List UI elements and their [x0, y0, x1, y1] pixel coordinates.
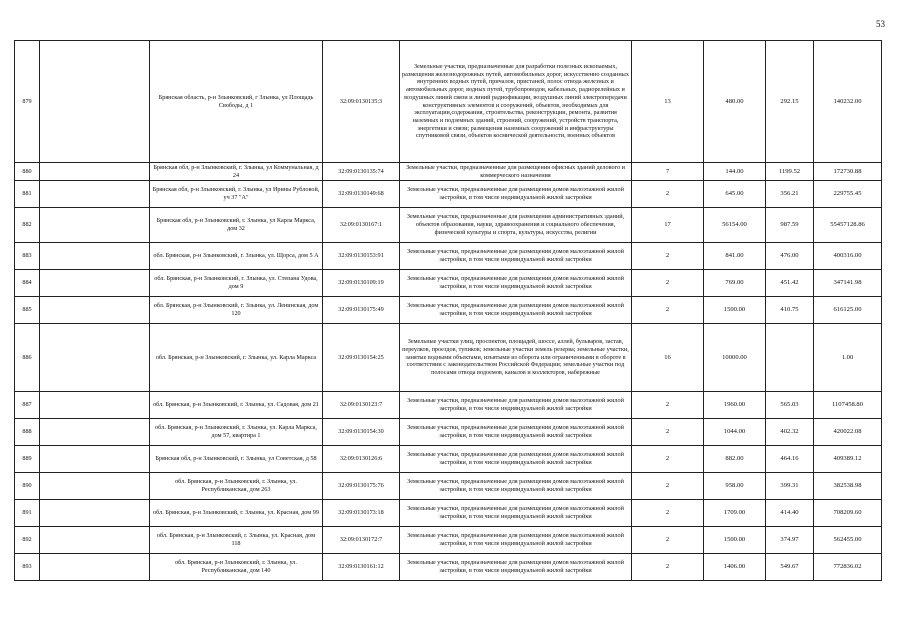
table-row	[15, 181, 882, 208]
land-registry-table	[14, 40, 882, 581]
area-cell: 841.00	[704, 243, 766, 270]
cadastral-value-cell: 708209.60	[814, 500, 882, 527]
specific-value-cell: 414.40	[766, 500, 814, 527]
use-code-cell: 2	[632, 297, 704, 324]
land-use-cell: Земельные участки, предназначенные для размещения административных зданий, объектов образования, науки, здравоохранения и социального обеспечения, физической культуры и спорта, культуры, искусства, религии	[400, 208, 632, 243]
cadastral-number-cell: 32:09:0130135:3	[323, 41, 400, 163]
specific-value-cell: 399.31	[766, 473, 814, 500]
land-use-cell: Земельные участки, предназначенные для размещения офисных зданий делового и коммерческого назначения	[400, 163, 632, 181]
land-use-cell: Земельные участки, предназначенные для размещения домов малоэтажной жилой застройки, в том числе индивидуальной жилой застройки	[400, 243, 632, 270]
row-number: 887	[15, 392, 40, 419]
address-cell: обл. Брянская, р-н Злынковский, г. Злынка, ул. Ленинская, дом 120	[150, 297, 323, 324]
land-use-cell: Земельные участки улиц, проспектов, площадей, шоссе, аллей, бульваров, застав, переулков, проездов, тупиков; земельные участки земель резерва; земельные участки, занятые водными объектами, изъятыми из оборота или ограниченными в обороте в соответствии с законодательством Российской Федерации; земельные участки под полосами отвода водоемов, каналов и коллекторов, набережные	[400, 324, 632, 392]
cadastral-number-cell: 32:09:0130153:91	[323, 243, 400, 270]
area-cell: 56154.00	[704, 208, 766, 243]
row-number: 879	[15, 41, 40, 163]
specific-value-cell: 476.00	[766, 243, 814, 270]
address-cell: обл. Брянская, р-н Злынковский, г. Злынка, ул. Садовая, дом 21	[150, 392, 323, 419]
blank-cell	[40, 554, 150, 581]
page-number: 53	[876, 19, 885, 29]
blank-cell	[40, 500, 150, 527]
row-number: 892	[15, 527, 40, 554]
address-cell: обл. Брянская, р-н Злынковский, г. Злынка, ул. Степана Удова, дом 9	[150, 270, 323, 297]
use-code-cell: 2	[632, 527, 704, 554]
area-cell: 882.00	[704, 446, 766, 473]
row-number: 891	[15, 500, 40, 527]
cadastral-number-cell: 32:09:0130123:7	[323, 392, 400, 419]
table-row	[15, 419, 882, 446]
area-cell: 144.00	[704, 163, 766, 181]
cadastral-number-cell: 32:09:0130161:12	[323, 554, 400, 581]
row-number: 885	[15, 297, 40, 324]
row-number: 886	[15, 324, 40, 392]
address-cell: Брянская обл, р-н Злынковский, г. Злынка, ул Ирины Рубловой, уч 37 "А"	[150, 181, 323, 208]
specific-value-cell: 549.67	[766, 554, 814, 581]
cadastral-number-cell: 32:09:0130173:18	[323, 500, 400, 527]
cadastral-value-cell: 382538.98	[814, 473, 882, 500]
specific-value-cell: 410.75	[766, 297, 814, 324]
area-cell: 1500.00	[704, 527, 766, 554]
blank-cell	[40, 324, 150, 392]
table-row	[15, 208, 882, 243]
cadastral-number-cell: 32:09:0130154:25	[323, 324, 400, 392]
use-code-cell: 7	[632, 163, 704, 181]
area-cell: 10000.00	[704, 324, 766, 392]
blank-cell	[40, 41, 150, 163]
row-number: 889	[15, 446, 40, 473]
use-code-cell: 16	[632, 324, 704, 392]
use-code-cell: 13	[632, 41, 704, 163]
cadastral-number-cell: 32:09:0130109:19	[323, 270, 400, 297]
cadastral-value-cell: 347141.98	[814, 270, 882, 297]
cadastral-value-cell: 1.00	[814, 324, 882, 392]
row-number: 880	[15, 163, 40, 181]
area-cell: 480.00	[704, 41, 766, 163]
table-row	[15, 243, 882, 270]
row-number: 888	[15, 419, 40, 446]
address-cell: обл. Брянская, р-н Злынковский, г. Злынка, ул. Карла Маркса, дом 57, квартира 1	[150, 419, 323, 446]
specific-value-cell	[766, 324, 814, 392]
blank-cell	[40, 419, 150, 446]
use-code-cell: 17	[632, 208, 704, 243]
land-use-cell: Земельные участки, предназначенные для размещения домов малоэтажной жилой застройки, в том числе индивидуальной жилой застройки	[400, 527, 632, 554]
row-number: 890	[15, 473, 40, 500]
blank-cell	[40, 243, 150, 270]
specific-value-cell: 374.97	[766, 527, 814, 554]
land-use-cell: Земельные участки, предназначенные для размещения домов малоэтажной жилой застройки, в том числе индивидуальной жилой застройки	[400, 500, 632, 527]
area-cell: 1406.00	[704, 554, 766, 581]
address-cell: Брянская обл, р-н Злынковский, г. Злынка, ул Карла Маркса, дом 32	[150, 208, 323, 243]
cadastral-value-cell: 562455.00	[814, 527, 882, 554]
area-cell: 1709.00	[704, 500, 766, 527]
specific-value-cell: 464.16	[766, 446, 814, 473]
area-cell: 1500.00	[704, 297, 766, 324]
blank-cell	[40, 297, 150, 324]
specific-value-cell: 987.59	[766, 208, 814, 243]
blank-cell	[40, 163, 150, 181]
specific-value-cell: 565.03	[766, 392, 814, 419]
land-use-cell: Земельные участки, предназначенные для размещения домов малоэтажной жилой застройки, в том числе индивидуальной жилой застройки	[400, 392, 632, 419]
cadastral-number-cell: 32:09:0130167:1	[323, 208, 400, 243]
table-row	[15, 163, 882, 181]
address-cell: обл. Брянская, р-н Злынковский, г. Злынка, ул. Республиканская, дом 263	[150, 473, 323, 500]
area-cell: 645.00	[704, 181, 766, 208]
row-number: 883	[15, 243, 40, 270]
cadastral-value-cell: 172730.88	[814, 163, 882, 181]
specific-value-cell: 402.32	[766, 419, 814, 446]
land-use-cell: Земельные участки, предназначенные для размещения домов малоэтажной жилой застройки, в том числе индивидуальной жилой застройки	[400, 270, 632, 297]
address-cell: обл. Брянская, р-н Злынковский, г. Злынка, ул. Республиканская, дом 140	[150, 554, 323, 581]
cadastral-value-cell: 409389.12	[814, 446, 882, 473]
use-code-cell: 2	[632, 500, 704, 527]
cadastral-number-cell: 32:09:0130172:7	[323, 527, 400, 554]
blank-cell	[40, 473, 150, 500]
land-use-cell: Земельные участки, предназначенные для размещения домов малоэтажной жилой застройки, в том числе индивидуальной жилой застройки	[400, 446, 632, 473]
table-row	[15, 446, 882, 473]
table-row	[15, 297, 882, 324]
cadastral-value-cell: 420022.08	[814, 419, 882, 446]
address-cell: обл. Брянская, р-н Злынковский, г. Злынка, ул. Красная, дом 118	[150, 527, 323, 554]
area-cell: 769.00	[704, 270, 766, 297]
table-row	[15, 473, 882, 500]
cadastral-value-cell: 400316.00	[814, 243, 882, 270]
address-cell: Брянская обл, р-н Злынковский, г. Злынка, ул Советская, д 58	[150, 446, 323, 473]
blank-cell	[40, 392, 150, 419]
table-row	[15, 392, 882, 419]
specific-value-cell: 1199.52	[766, 163, 814, 181]
blank-cell	[40, 270, 150, 297]
land-use-cell: Земельные участки, предназначенные для размещения домов малоэтажной жилой застройки, в том числе индивидуальной жилой застройки	[400, 473, 632, 500]
use-code-cell: 2	[632, 243, 704, 270]
cadastral-number-cell: 32:09:0130126:6	[323, 446, 400, 473]
row-number: 884	[15, 270, 40, 297]
row-number: 881	[15, 181, 40, 208]
address-cell: обл. Брянская, р-н Злынковский, г. Злынка, ул. Щорса, дом 5 А	[150, 243, 323, 270]
cadastral-value-cell: 55457128.86	[814, 208, 882, 243]
land-use-cell: Земельные участки, предназначенные для размещения домов малоэтажной жилой застройки, в том числе индивидуальной жилой застройки	[400, 181, 632, 208]
address-cell: Брянская область, р-н Злынковский, г Злынка, ул Площадь Свободы, д 1	[150, 41, 323, 163]
land-use-cell: Земельные участки, предназначенные для размещения домов малоэтажной жилой застройки, в том числе индивидуальной жилой застройки	[400, 297, 632, 324]
land-use-cell: Земельные участки, предназначенные для разработки полезных ископаемых, размещения железнодорожных путей, автомобильных дорог, искусственно созданных внутренних водных путей, причалов, пристаней, полос отвода железных и автомобильных дорог, водных путей, трубопроводов, кабельных, радиорелейных и воздушных линий связи и линий радиофикации, воздушных линий электропередачи конструктивных элементов и сооружений, объектов, необходимых для эксплуатации,содержания, строительства, реконструкции, ремонта, развития наземных и подземных зданий, строений, сооружений, устройств транспорта, энергетики и связи; размещения наземных сооружений и инфраструктуры спутниковой связи, объектов космической деятельности, военных объектов	[400, 41, 632, 163]
cadastral-value-cell: 616125.00	[814, 297, 882, 324]
cadastral-number-cell: 32:09:0130175:76	[323, 473, 400, 500]
use-code-cell: 2	[632, 181, 704, 208]
use-code-cell: 2	[632, 392, 704, 419]
cadastral-value-cell: 1107458.80	[814, 392, 882, 419]
use-code-cell: 2	[632, 554, 704, 581]
cadastral-value-cell: 229755.45	[814, 181, 882, 208]
table-row	[15, 527, 882, 554]
table-row	[15, 41, 882, 163]
cadastral-value-cell: 772836.02	[814, 554, 882, 581]
blank-cell	[40, 181, 150, 208]
land-use-cell: Земельные участки, предназначенные для размещения домов малоэтажной жилой застройки, в том числе индивидуальной жилой застройки	[400, 554, 632, 581]
table-row	[15, 500, 882, 527]
specific-value-cell: 451.42	[766, 270, 814, 297]
address-cell: обл. Брянская, р-н Злынковский, г. Злынка, ул. Красная, дом 99	[150, 500, 323, 527]
table-row	[15, 554, 882, 581]
area-cell: 1960.00	[704, 392, 766, 419]
cadastral-number-cell: 32:09:0130135:74	[323, 163, 400, 181]
specific-value-cell: 292.15	[766, 41, 814, 163]
area-cell: 958.00	[704, 473, 766, 500]
use-code-cell: 2	[632, 270, 704, 297]
use-code-cell: 2	[632, 419, 704, 446]
cadastral-number-cell: 32:09:0130175:49	[323, 297, 400, 324]
table-row	[15, 270, 882, 297]
area-cell: 1044.00	[704, 419, 766, 446]
table-row	[15, 324, 882, 392]
address-cell: обл. Брянская, р-н Злынковский, г. Злынка, ул. Карла Маркса	[150, 324, 323, 392]
cadastral-number-cell: 32:09:0130154:30	[323, 419, 400, 446]
use-code-cell: 2	[632, 446, 704, 473]
address-cell: Брянская обл, р-н Злынковский, г. Злынка, ул Коммунальная, д 24	[150, 163, 323, 181]
blank-cell	[40, 446, 150, 473]
row-number: 882	[15, 208, 40, 243]
specific-value-cell: 356.21	[766, 181, 814, 208]
row-number: 893	[15, 554, 40, 581]
land-use-cell: Земельные участки, предназначенные для размещения домов малоэтажной жилой застройки, в том числе индивидуальной жилой застройки	[400, 419, 632, 446]
cadastral-number-cell: 32:09:0130149:68	[323, 181, 400, 208]
blank-cell	[40, 527, 150, 554]
use-code-cell: 2	[632, 473, 704, 500]
cadastral-value-cell: 140232.00	[814, 41, 882, 163]
blank-cell	[40, 208, 150, 243]
